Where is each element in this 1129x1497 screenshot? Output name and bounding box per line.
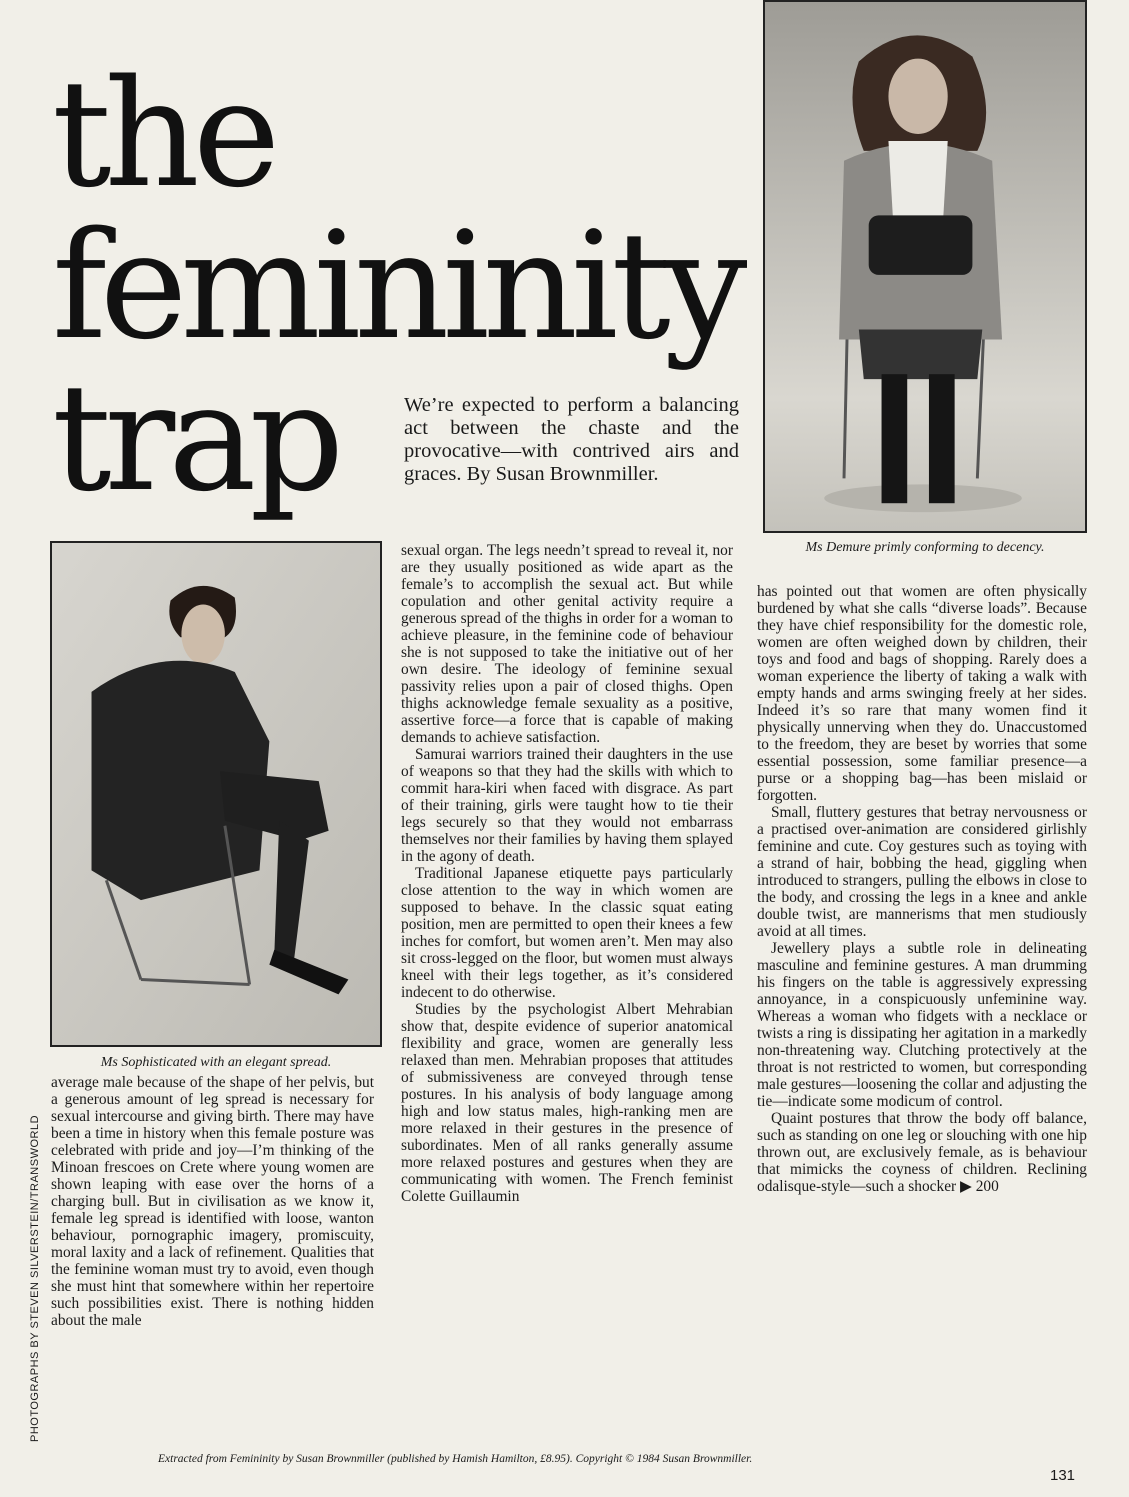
extract-note: Extracted from Femininity by Susan Brownmiller (published by Hamish Hamilton, £8.95). Copyright © 1984 Susan Brownmiller. (158, 1453, 753, 1465)
headline-line-3: trap (52, 352, 338, 524)
paragraph: Jewellery plays a subtle role in delineating masculine and feminine gestures. A man drumming his fingers on the table is aggressively expressing annoyance, in a conspicuously unfeminine way. Whereas a woman who fidgets with a necklace or twists a ring is dissipating her agitation in a markedly non-threatening way. Clutching protectively at the throat is not restricted to women, but corresponding male gestures—loosening the collar and adjusting the tie—indicate some modicum of control. (757, 940, 1087, 1110)
photo-ms-sophisticated-image (52, 543, 380, 1045)
body-column-1 (51, 1074, 374, 1329)
caption-ms-demure: Ms Demure primly conforming to decency. (805, 540, 1045, 555)
paragraph: has pointed out that women are often physically burdened by what she calls “diverse loads”. Because they have chief responsibility for the domestic role, women are often weighed down by children, their toys and food and bags of shopping. Rarely does a woman experience the liberty of taking a walk with empty hands and arms swinging freely at her sides. Indeed it’s so rare that many women find it physically unnerving when they do. Unaccustomed to the freedom, they are beset by worries that some essential possession, some familiar presence—a purse or a shopping bag—has been mislaid or forgotten. (757, 583, 1087, 804)
photo-ms-demure (763, 0, 1087, 533)
paragraph-continues (757, 1110, 1087, 1195)
caption-ms-sophisticated: Ms Sophisticated with an elegant spread. (100, 1055, 332, 1070)
paragraph: Samurai warriors trained their daughters in the use of weapons so that they had the skills with which to commit hara-kiri when faced with disgrace. As part of their training, girls were taught how to tie their legs securely so that they would not embarrass themselves nor their families by having them splayed in the agony of death. (401, 746, 733, 865)
photo-credit: PHOTOGRAPHS BY STEVEN SILVERSTEIN/TRANSWORLD (29, 1114, 41, 1442)
headline-line-2: femininity (52, 200, 741, 372)
headline-line-1: the (52, 48, 274, 220)
page-number: 131 (1050, 1467, 1076, 1484)
paragraph: average male because of the shape of her pelvis, but a generous amount of leg spread is necessary for sexual intercourse and giving birth. There may have been a time in history when this female posture was celebrated with pride and joy—I’m thinking of the Minoan frescoes on Crete where young women are shown leaping with ease over the horns of a charging bull. But in civilisation as we know it, female leg spread is identified with loose, wanton behaviour, pornographic imagery, promiscuity, moral laxity and a lack of refinement. Qualities that the feminine woman must try to avoid, even though she must hint that somewhere within her repertoire such possibilities exist. There is nothing hidden about the male (51, 1074, 374, 1329)
standfirst: We’re expected to perform a balancing act between the chaste and the provocative—with contrived airs and graces. By Susan Brownmiller. (404, 394, 739, 485)
paragraph-text: Quaint postures that throw the body off balance, such as standing on one leg or slouching with one hip thrown out, are exclusively female, as is behaviour that mimicks the coyness of children. Reclining odalisque-style—such a shocker (757, 1110, 1087, 1195)
body-column-3 (757, 583, 1087, 1195)
body-column-2 (401, 542, 733, 1205)
photo-ms-sophisticated (50, 541, 382, 1047)
paragraph: sexual organ. The legs needn’t spread to reveal it, nor are they usually positioned as wide apart as the female’s to accomplish the sexual act. But while copulation and other genital activity require a generous spread of the thighs in order for a woman to achieve pleasure, in the feminine code of behaviour she is not supposed to take the initiative out of her own desire. The ideology of feminine sexual passivity relies upon a pair of closed thighs. Open thighs acknowledge female sexuality as a positive, assertive force—a force that is capable of making demands to achieve satisfaction. (401, 542, 733, 746)
photo-ms-demure-image (765, 2, 1085, 531)
continued-on-page[interactable]: ▶ 200 (960, 1178, 999, 1195)
paragraph: Studies by the psychologist Albert Mehrabian show that, despite evidence of superior anatomical flexibility and grace, women are generally less relaxed than men. Mehrabian proposes that attitudes of submissiveness are conveyed through tense postures. In his analysis of body language among high and low status males, high-ranking men are more relaxed in their gestures in the presence of subordinates. Men of all ranks generally assume more relaxed postures and gestures when they are communicating with women. The French feminist Colette Guillaumin (401, 1001, 733, 1205)
paragraph: Traditional Japanese etiquette pays particularly close attention to the way in which women are supposed to behave. In the classic squat eating position, men are permitted to open their knees a few inches for comfort, but women aren’t. Men may also sit cross-legged on the floor, but women must always kneel with their legs together, as it’s considered indecent to do otherwise. (401, 865, 733, 1001)
paragraph: Small, fluttery gestures that betray nervousness or a practised over-animation are considered girlishly feminine and cute. Coy gestures such as toying with a strand of hair, bobbing the head, giggling when introduced to strangers, pulling the elbows in close to the body, and crossing the legs in a knee and ankle double twist, are mannerisms that men studiously avoid at all times. (757, 804, 1087, 940)
